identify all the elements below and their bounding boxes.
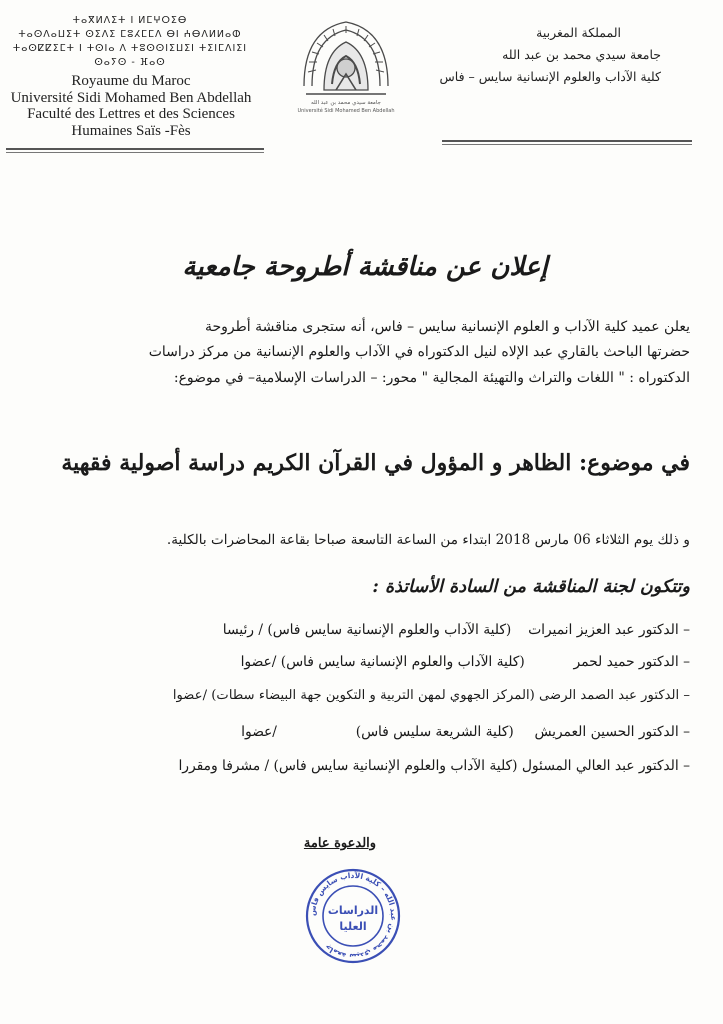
french-header <box>0 73 262 139</box>
right-header-rule-thin <box>442 144 692 145</box>
thesis-subject: في موضوع: الظاهر و المؤول في القرآن الكريم دراسة أصولية فقهية <box>61 450 690 476</box>
jury-member-affiliation: (كلية الآداب والعلوم الإنسانية سايس فاس) <box>267 622 512 638</box>
right-header-rule <box>442 140 692 142</box>
invitation-text: والدعوة عامة <box>303 836 377 851</box>
jury-member-name: – الدكتور عبد الصمد الرضى <box>539 688 690 703</box>
arabic-line-3: كلية الآداب والعلوم الإنسانية سايس – فاس <box>439 69 661 84</box>
jury-member-name: – الدكتور حميد لحمر <box>573 654 690 670</box>
jury-member-affiliation: (المركز الجهوي لمهن التربية و التكوين جهة البيضاء سطات) <box>211 688 535 703</box>
french-line-3: Faculté des Lettres et des Sciences <box>27 106 235 122</box>
announcement-title: إعلان عن مناقشة أطروحة جامعية <box>182 252 548 282</box>
jury-member-affiliation: (كلية الآداب والعلوم الإنسانية سايس فاس) <box>280 654 525 670</box>
jury-member-name: – الدكتور الحسين العمريش <box>534 724 690 740</box>
jury-member-5 <box>40 758 690 774</box>
logo-caption-arabic: جامعة سيدي محمد بن عبد الله <box>311 100 381 106</box>
tifinagh-header <box>0 14 260 70</box>
jury-member-role: / رئيسا <box>222 622 263 638</box>
arabic-line-2: جامعة سيدي محمد بن عبد الله <box>502 47 661 62</box>
arabic-header <box>421 22 661 88</box>
tifinagh-line-2: ⵜⴰⵙⴷⴰⵡⵉⵜ ⵙⵉⴷⵉ ⵎⵓⵃⵎⵎⴷ ⴱⵏ ⵄⴱⴷⵍⵍⴰⵀ <box>18 29 242 40</box>
body-line-2: حضرتها الباحث بالقاري عبد الإلاه لنيل الدكتوراه في الآداب والعلوم الإنسانية من مركز دراسات <box>148 344 690 360</box>
jury-member-affiliation: (كلية الآداب والعلوم الإنسانية سايس فاس) <box>273 758 518 774</box>
stamp-seal-icon <box>305 868 401 964</box>
tifinagh-line-1: ⵜⴰⴳⵍⴷⵉⵜ ⵏ ⵍⵎⵖⵔⵉⴱ <box>72 15 188 26</box>
jury-member-name: – الدكتور عبد العزيز انميرات <box>528 622 690 638</box>
official-stamp <box>305 868 401 964</box>
jury-member-role: / مشرفا ومقررا <box>178 758 270 774</box>
jury-member-4 <box>40 724 690 740</box>
jury-member-3 <box>30 688 690 703</box>
jury-member-role: /عضوا <box>241 724 277 740</box>
jury-member-affiliation: (كلية الشريعة سليس فاس) <box>355 724 514 740</box>
date-line: و ذلك يوم الثلاثاء 06 مارس 2018 ابتداء من الساعة التاسعة صباحا بقاعة المحاضرات بالكلية. <box>166 532 690 548</box>
university-logo <box>290 12 402 124</box>
jury-title: وتتكون لجنة المناقشة من السادة الأساتذة : <box>372 577 690 597</box>
stamp-ring-text: جامعة سيدي محمد بن عبد الله – كلية الآداب سايس فاس <box>307 870 399 962</box>
jury-member-role: /عضوا <box>172 688 208 703</box>
tifinagh-line-4: ⵙⴰⵢⵙ - ⴼⴰⵙ <box>94 57 166 68</box>
left-header-rule-thin <box>6 152 264 153</box>
left-header-rule <box>6 148 264 150</box>
stamp-line-1: الدراسات <box>327 904 379 917</box>
jury-member-2 <box>40 654 690 670</box>
french-line-4: Humaines Saïs -Fès <box>71 122 191 139</box>
stamp-line-2: العليا <box>339 920 367 933</box>
body-line-3: الدكتوراه : " اللغات والتراث والتهيئة المجالية " محور: – الدراسات الإسلامية– في موضوع: <box>173 370 690 386</box>
body-line-1: يعلن عميد كلية الآداب و العلوم الإنسانية سايس – فاس، أنه ستجرى مناقشة أطروحة <box>204 319 690 335</box>
jury-member-name: – الدكتور عبد العالي المسئول <box>521 758 690 774</box>
arabic-line-1: المملكة المغربية <box>536 25 621 40</box>
logo-caption-french: Université Sidi Mohamed Ben Abdellah <box>297 108 395 114</box>
jury-member-role: /عضوا <box>240 654 277 670</box>
jury-member-1 <box>40 622 690 638</box>
french-line-2: Université Sidi Mohamed Ben Abdellah <box>10 89 252 106</box>
french-line-1: Royaume du Maroc <box>71 73 191 89</box>
tifinagh-line-3: ⵜⴰⵙⵇⵇⵉⵎⵜ ⵏ ⵜⵙⵏⴰ ⴷ ⵜⵓⵙⵙⵏⵉⵡⵉⵏ ⵜⵉⵏⵎⴷⵏⵉⵏ <box>12 43 248 54</box>
